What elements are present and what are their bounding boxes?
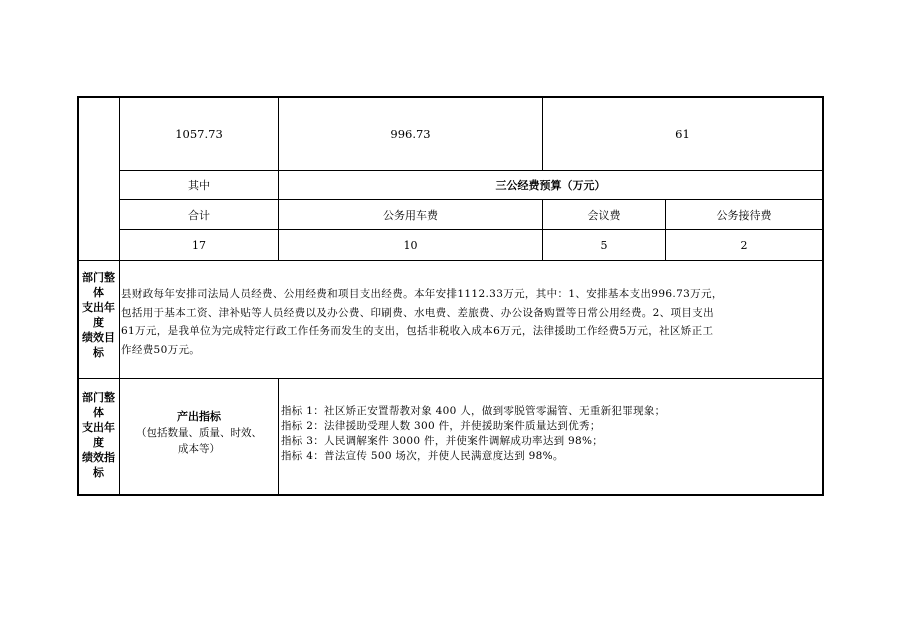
annual-goal-text-line: 县财政每年安排司法局人员经费、公用经费和项目支出经费。本年安排1112.33万元，其中：1、安排基本支出996.73万元， xyxy=(121,288,723,300)
indicators-label-line: 部门整 xyxy=(82,391,115,404)
row-divider-4 xyxy=(77,260,823,261)
indicators-label-line: 体 xyxy=(93,406,104,419)
indicator-list xyxy=(281,404,821,464)
indicators-label-line: 支出年 xyxy=(82,421,115,434)
col-divider-output xyxy=(278,378,279,495)
indicators-label-line: 标 xyxy=(93,466,104,479)
budget-total-value: 1057.73 xyxy=(175,126,223,141)
three-public-expenses-title: 三公经费预算（万元） xyxy=(495,179,606,192)
output-indicator-subtitle-line: 成本等） xyxy=(178,443,220,455)
annual-goal-text-line: 作经费50万元。 xyxy=(121,343,201,356)
output-indicator-subtitle-line: （包括数量、质量、时效、 xyxy=(136,427,262,439)
annual-goal-text-line: 包括用于基本工资、津补贴等人员经费以及办公费、印刷费、水电费、差旅费、办公设备购置等日常公用经费。2、项目支出 xyxy=(121,306,714,319)
header-vehicle: 公务用车费 xyxy=(383,208,438,222)
value-reception: 2 xyxy=(740,238,748,252)
border-right xyxy=(822,96,824,495)
basic-expenditure-value: 996.73 xyxy=(390,126,431,141)
annual-goal-label-line: 度 xyxy=(93,316,104,329)
border-bottom xyxy=(77,494,824,496)
value-meeting: 5 xyxy=(600,238,608,252)
annual-goal-label-line: 绩效目 xyxy=(82,331,115,344)
annual-goal-text xyxy=(121,285,821,359)
annual-goal-label-line: 支出年 xyxy=(82,301,115,314)
indicator-item: 指标 2：法律援助受理人数 300 件，并使援助案件质量达到优秀； xyxy=(281,420,601,432)
annual-goal-label xyxy=(78,270,119,360)
header-meeting: 会议费 xyxy=(587,208,621,222)
row-divider-5 xyxy=(77,378,823,379)
indicators-label xyxy=(78,390,119,480)
indicator-item: 指标 1：社区矫正安置帮教对象 400 人，做到零脱管零漏管、无重新犯罪现象； xyxy=(281,405,666,417)
indicators-label-line: 度 xyxy=(93,436,104,449)
value-total: 17 xyxy=(192,238,206,252)
header-total: 合计 xyxy=(188,208,210,222)
annual-goal-label-line: 部门整 xyxy=(82,271,115,284)
annual-goal-label-line: 标 xyxy=(93,346,104,359)
annual-goal-label-line: 体 xyxy=(93,286,104,299)
among-label: 其中 xyxy=(188,179,210,192)
indicators-label-line: 绩效指 xyxy=(82,451,115,464)
indicator-item: 指标 3：人民调解案件 3000 件，并使案件调解成功率达到 98%； xyxy=(281,435,604,447)
output-indicator-cell xyxy=(120,409,278,457)
annual-goal-text-line: 61万元，是我单位为完成特定行政工作任务而发生的支出，包括非税收入成本6万元，法律援助工作经费5万元，社区矫正工 xyxy=(121,325,714,337)
value-vehicle: 10 xyxy=(403,238,418,252)
output-indicator-title: 产出指标 xyxy=(177,410,221,423)
indicator-item: 指标 4：普法宣传 500 场次，并使人民满意度达到 98%。 xyxy=(281,450,564,462)
header-reception: 公务接待费 xyxy=(716,208,772,222)
project-expenditure-value: 61 xyxy=(675,126,690,141)
